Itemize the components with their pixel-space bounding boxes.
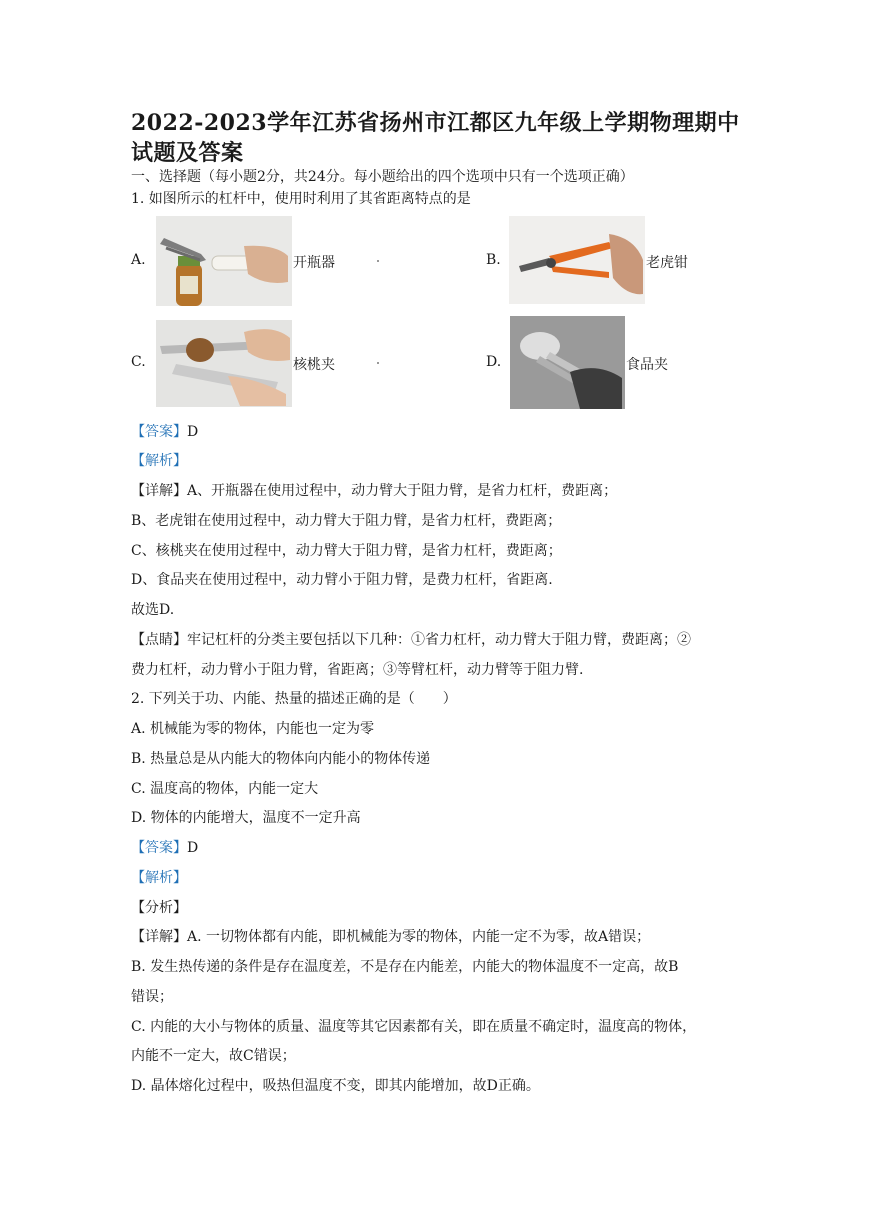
bottle-opener-photo: [156, 216, 292, 306]
q1-option-b-caption: 老虎钳: [646, 255, 688, 271]
q2-option-b: B. 热量总是从内能大的物体向内能小的物体传递: [131, 751, 431, 767]
document-title-line1: 2022-2023学年江苏省扬州市江都区九年级上学期物理期中: [131, 110, 740, 136]
detail-tag: 【详解】: [131, 483, 187, 499]
detail-tag: 【详解】: [131, 929, 187, 945]
q1-comment-line-2: 费力杠杆，动力臂小于阻力臂，省距离；③等臂杠杆，动力臂等于阻力臂.: [131, 662, 584, 678]
comment-tag: 【点睛】: [131, 632, 187, 648]
separator-dot: [377, 260, 379, 262]
q2-detail-line-3: 错误；: [131, 989, 173, 1005]
q1-detail-line-4: D、食品夹在使用过程中，动力臂小于阻力臂，是费力杠杆，省距离.: [131, 572, 553, 588]
q1-option-a-caption: 开瓶器: [293, 255, 335, 271]
q1-stem: 1. 如图所示的杠杆中，使用时利用了其省距离特点的是: [131, 191, 471, 207]
q1-option-b-letter: B.: [486, 252, 501, 268]
q2-analysis-tag: 【解析】: [131, 870, 187, 886]
q1-option-d-caption: 食品夹: [626, 357, 668, 373]
q2-option-c: C. 温度高的物体，内能一定大: [131, 781, 319, 797]
q1-option-c-letter: C.: [131, 354, 146, 370]
q2-detail-line-4: C. 内能的大小与物体的质量、温度等其它因素都有关，即在质量不确定时，温度高的物体，: [131, 1019, 697, 1035]
q1-option-d-letter: D.: [486, 354, 502, 370]
detail-text: A. 一切物体都有内能，即机械能为零的物体，内能一定不为零，故A错误；: [187, 929, 651, 945]
q2-option-a: A. 机械能为零的物体，内能也一定为零: [131, 721, 375, 737]
answer-value: D: [187, 840, 199, 856]
q2-stem: 2. 下列关于功、内能、热量的描述正确的是（ ）: [131, 691, 457, 707]
q2-detail-line-6: D. 晶体熔化过程中，吸热但温度不变，即其内能增加，故D正确。: [131, 1078, 540, 1094]
food-tongs-photo: [510, 316, 625, 409]
nutcracker-photo: [156, 320, 292, 407]
pliers-photo: [509, 216, 645, 304]
detail-text: A、开瓶器在使用过程中，动力臂大于阻力臂，是省力杠杆，费距离；: [187, 483, 618, 499]
q2-answer: [131, 837, 198, 857]
q1-comment-line-1: [131, 629, 691, 649]
q1-option-c-caption: 核桃夹: [293, 357, 335, 373]
q1-analysis-tag: 【解析】: [131, 453, 187, 469]
q1-detail-line-3: C、核桃夹在使用过程中，动力臂大于阻力臂，是省力杠杆，费距离；: [131, 543, 562, 559]
answer-tag: 【答案】: [131, 840, 187, 856]
section-header: 一、选择题（每小题2分，共24分。每小题给出的四个选项中只有一个选项正确）: [131, 169, 634, 185]
q2-detail-line-1: [131, 926, 650, 946]
comment-text: 牢记杠杆的分类主要包括以下几种：①省力杠杆，动力臂大于阻力臂，费距离；②: [187, 632, 691, 648]
q1-option-a-letter: A.: [131, 252, 146, 268]
q2-fenxi-tag: 【分析】: [131, 900, 187, 916]
answer-tag: 【答案】: [131, 424, 187, 440]
q2-option-d: D. 物体的内能增大，温度不一定升高: [131, 810, 361, 826]
q1-detail-line-2: B、老虎钳在使用过程中，动力臂大于阻力臂，是省力杠杆，费距离；: [131, 513, 562, 529]
answer-value: D: [187, 424, 199, 440]
q1-conclusion: 故选D.: [131, 602, 175, 618]
q2-detail-line-5: 内能不一定大，故C错误；: [131, 1048, 296, 1064]
q2-detail-line-2: B. 发生热传递的条件是存在温度差，不是存在内能差，内能大的物体温度不一定高，故B: [131, 959, 679, 975]
document-title-line2: 试题及答案: [131, 140, 244, 166]
q1-detail-line-1: [131, 480, 617, 500]
q1-answer: [131, 421, 198, 441]
separator-dot: [377, 362, 379, 364]
